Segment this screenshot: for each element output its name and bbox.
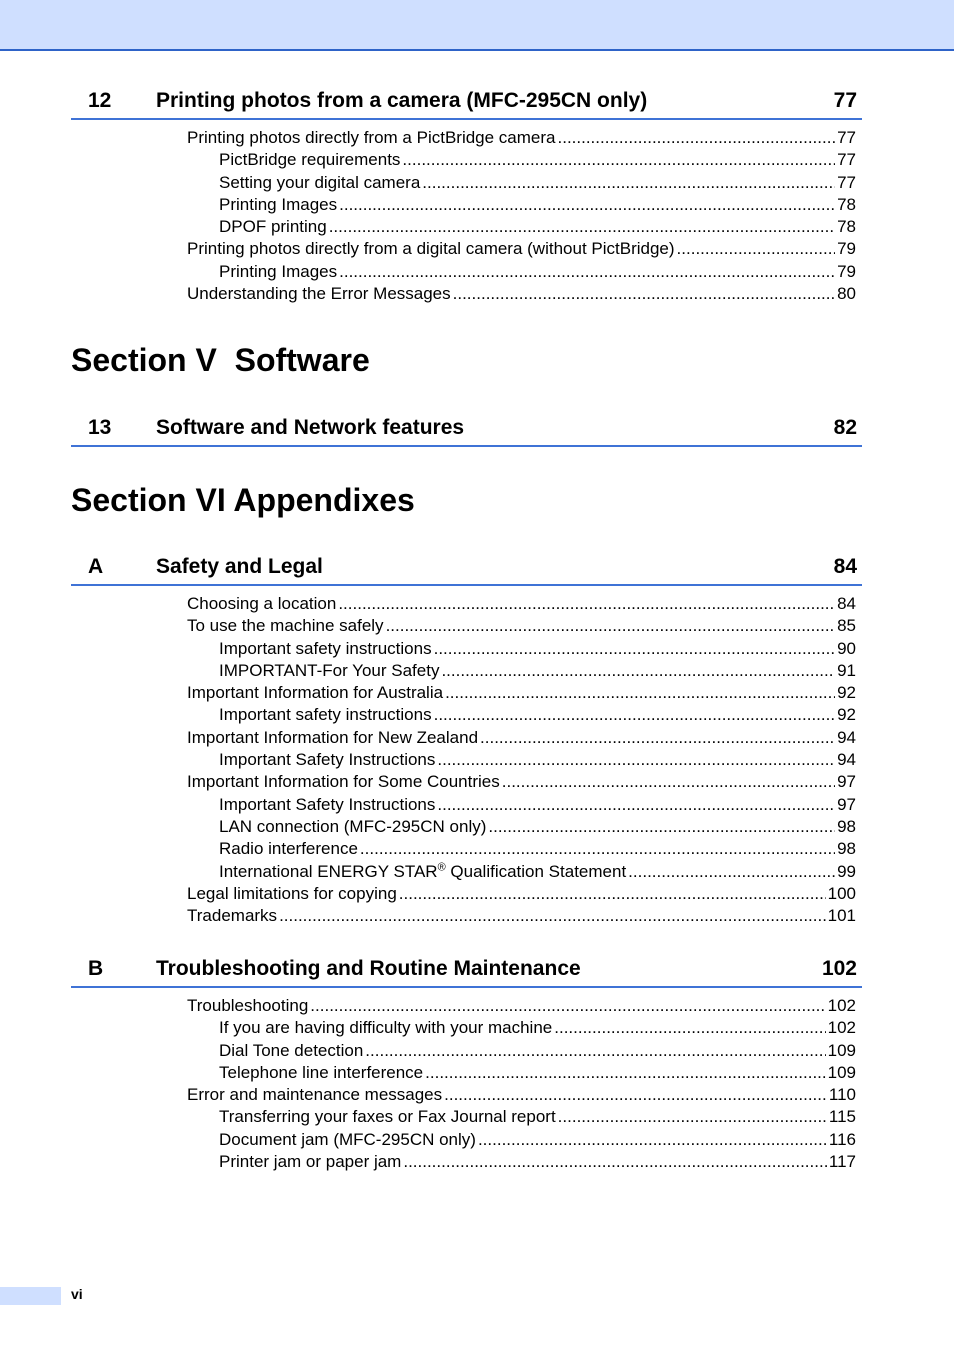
dot-leader [502,771,835,793]
chapter-entries [187,995,856,1173]
toc-entry-label: If you are having difficulty with your machine [219,1018,553,1038]
dot-leader [441,660,835,682]
toc-entry-label: Dial Tone detection [219,1040,364,1060]
toc-entry-label: Choosing a location [187,594,337,613]
toc-entry-page: 78 [837,217,856,237]
toc-entry[interactable] [187,682,856,704]
toc-entry-label: PictBridge requirements [219,150,401,170]
toc-entry-label: Transferring your faxes or Fax Journal report [219,1107,556,1127]
registered-mark: ® [437,860,446,873]
dot-leader [329,216,835,238]
page-number: vi [71,1286,83,1302]
toc-entry-label: Important safety instructions [219,638,432,658]
toc-entry-page: 91 [837,660,856,680]
toc-entry-page: 109 [827,1040,856,1060]
toc-entry-label: LAN connection (MFC-295CN only) [219,816,487,836]
toc-entry-page: 78 [837,194,856,214]
toc-entry-label: Troubleshooting [187,996,309,1015]
toc-entry-label: Important safety instructions [219,705,432,725]
toc-entry[interactable] [187,638,856,660]
toc-entry[interactable] [187,1017,856,1039]
chapter-page: 84 [833,555,857,578]
toc-entry-label: Printing Images [219,261,338,281]
toc-entry[interactable] [187,593,856,615]
dot-leader [339,261,835,283]
dot-leader [403,1151,827,1173]
chapter-heading[interactable] [71,84,862,120]
toc-entry[interactable] [187,1040,856,1062]
toc-entry-page: 85 [837,616,856,636]
toc-entry-page: 94 [837,750,856,770]
footer-bar [0,1287,61,1305]
chapter-page: 82 [833,416,857,439]
dot-leader [554,1017,825,1039]
toc-entry-page: 101 [827,906,856,926]
toc-entry[interactable] [187,861,856,883]
chapter-entries [187,127,856,305]
toc-entry[interactable] [187,1062,856,1084]
dot-leader [399,883,826,905]
toc-entry-label: Telephone line interference [219,1062,424,1082]
toc-entry[interactable] [187,1151,856,1173]
toc-entry[interactable] [187,883,856,905]
dot-leader [360,838,835,860]
dot-leader [339,194,835,216]
toc-entry-label: Printing photos directly from a PictBridge camera [187,128,556,147]
toc-entry[interactable] [187,1106,856,1128]
chapter-page: 102 [821,957,857,980]
toc-entry[interactable] [187,995,856,1017]
dot-leader [478,1129,827,1151]
toc-entry-page: 98 [837,839,856,859]
toc-entry[interactable] [187,749,856,771]
dot-leader [437,749,835,771]
dot-leader [444,1084,827,1106]
toc-entry[interactable] [187,283,856,305]
toc-entry-page: 97 [837,794,856,814]
toc-entry-label: International ENERGY STAR® Qualification Statement [219,860,627,881]
chapter-title: Printing photos from a camera (MFC-295CN only) [156,89,648,112]
dot-leader [445,682,835,704]
dot-leader [453,283,835,305]
chapter-number: 12 [88,89,112,112]
toc-entry-page: 109 [827,1062,856,1082]
toc-entry-label: Understanding the Error Messages [187,284,451,304]
toc-entry-page: 97 [837,772,856,792]
toc-entry-page: 77 [837,150,856,170]
chapter-heading[interactable] [71,550,862,586]
toc-entry-label: Important Safety Instructions [219,794,436,814]
toc-entry-page: 110 [828,1085,856,1105]
toc-entry-label: Document jam (MFC-295CN only) [219,1129,476,1149]
toc-entry-label: To use the machine safely [187,616,384,636]
toc-entry-page: 102 [827,1018,856,1038]
toc-entry[interactable] [187,660,856,682]
chapter-title: Software and Network features [156,416,465,439]
toc-entry-page: 116 [828,1129,856,1149]
toc-entry-page: 98 [837,816,856,836]
toc-entry-page: 77 [837,128,856,147]
chapter-page: 77 [833,89,857,112]
toc-entry-page: 84 [837,594,856,613]
toc-entry[interactable] [187,794,856,816]
section-title: Section VI Appendixes [71,482,415,518]
chapter-title: Troubleshooting and Routine Maintenance [156,957,581,980]
dot-leader [677,238,836,260]
chapter-heading[interactable] [71,952,862,988]
toc-entry-page: 79 [837,261,856,281]
toc-entry-label: Radio interference [219,839,358,859]
toc-entry[interactable] [187,194,856,216]
toc-entry-label: Important Safety Instructions [219,750,436,770]
toc-entry-page: 102 [827,996,856,1015]
toc-entry-page: 77 [837,172,856,192]
toc-entry[interactable] [187,1129,856,1151]
dot-leader [480,727,835,749]
toc-entry-page: 100 [827,883,856,903]
toc-entry-page: 99 [837,861,856,881]
toc-entry-page: 115 [828,1107,856,1127]
toc-entry-label: Important Information for New Zealand [187,727,479,747]
chapter-number: B [88,957,104,980]
toc-entry-page: 90 [837,638,856,658]
toc-entry-label: DPOF printing [219,217,327,237]
toc-entry[interactable] [187,816,856,838]
dot-leader [628,861,835,883]
chapter-number: A [88,555,104,578]
toc-entry-page: 117 [828,1152,856,1172]
toc-entry-page: 92 [837,683,856,703]
dot-leader [558,1106,827,1128]
toc-entry[interactable] [187,149,856,171]
chapter-number: 13 [88,416,112,439]
toc-entry-page: 80 [837,284,856,304]
dot-leader [488,816,835,838]
dot-leader [365,1040,825,1062]
toc-entry-page: 79 [837,239,856,259]
toc-entry-label: Printing photos directly from a digital camera (without PictBridge) [187,239,675,259]
chapter-heading[interactable] [71,411,862,447]
dot-leader [558,127,836,149]
dot-leader [310,995,825,1017]
toc-entry[interactable] [187,727,856,749]
toc-entry[interactable] [187,172,856,194]
dot-leader [422,172,835,194]
chapter-title: Safety and Legal [156,555,323,578]
dot-leader [386,615,836,637]
chapter-entries [187,593,856,927]
toc-entry[interactable] [187,1084,856,1106]
toc-entry-label: Important Information for Australia [187,683,444,703]
toc-entry[interactable] [187,127,856,149]
toc-entry[interactable] [187,238,856,260]
dot-leader [434,638,835,660]
toc-entry-label: IMPORTANT-For Your Safety [219,660,440,680]
toc-entry[interactable] [187,261,856,283]
toc-entry[interactable] [187,704,856,726]
header-band [0,0,954,51]
toc-entry[interactable] [187,615,856,637]
dot-leader [437,794,835,816]
toc-entry[interactable] [187,771,856,793]
toc-entry-label: Printer jam or paper jam [219,1152,402,1172]
dot-leader [338,593,835,615]
dot-leader [402,149,835,171]
toc-entry-label: Important Information for Some Countries [187,772,500,792]
toc-entry-label: Legal limitations for copying [187,883,397,903]
toc-entry-label: Printing Images [219,194,338,214]
section-title: Section V Software [71,342,370,378]
dot-leader [434,704,835,726]
toc-entry[interactable] [187,216,856,238]
toc-entry-label: Trademarks [187,906,278,926]
toc-entry[interactable] [187,905,856,927]
toc-entry-label: Error and maintenance messages [187,1085,443,1105]
toc-entry[interactable] [187,838,856,860]
toc-entry-label: Setting your digital camera [219,172,421,192]
toc-entry-page: 92 [837,705,856,725]
dot-leader [425,1062,825,1084]
dot-leader [279,905,826,927]
toc-entry-page: 94 [837,727,856,747]
